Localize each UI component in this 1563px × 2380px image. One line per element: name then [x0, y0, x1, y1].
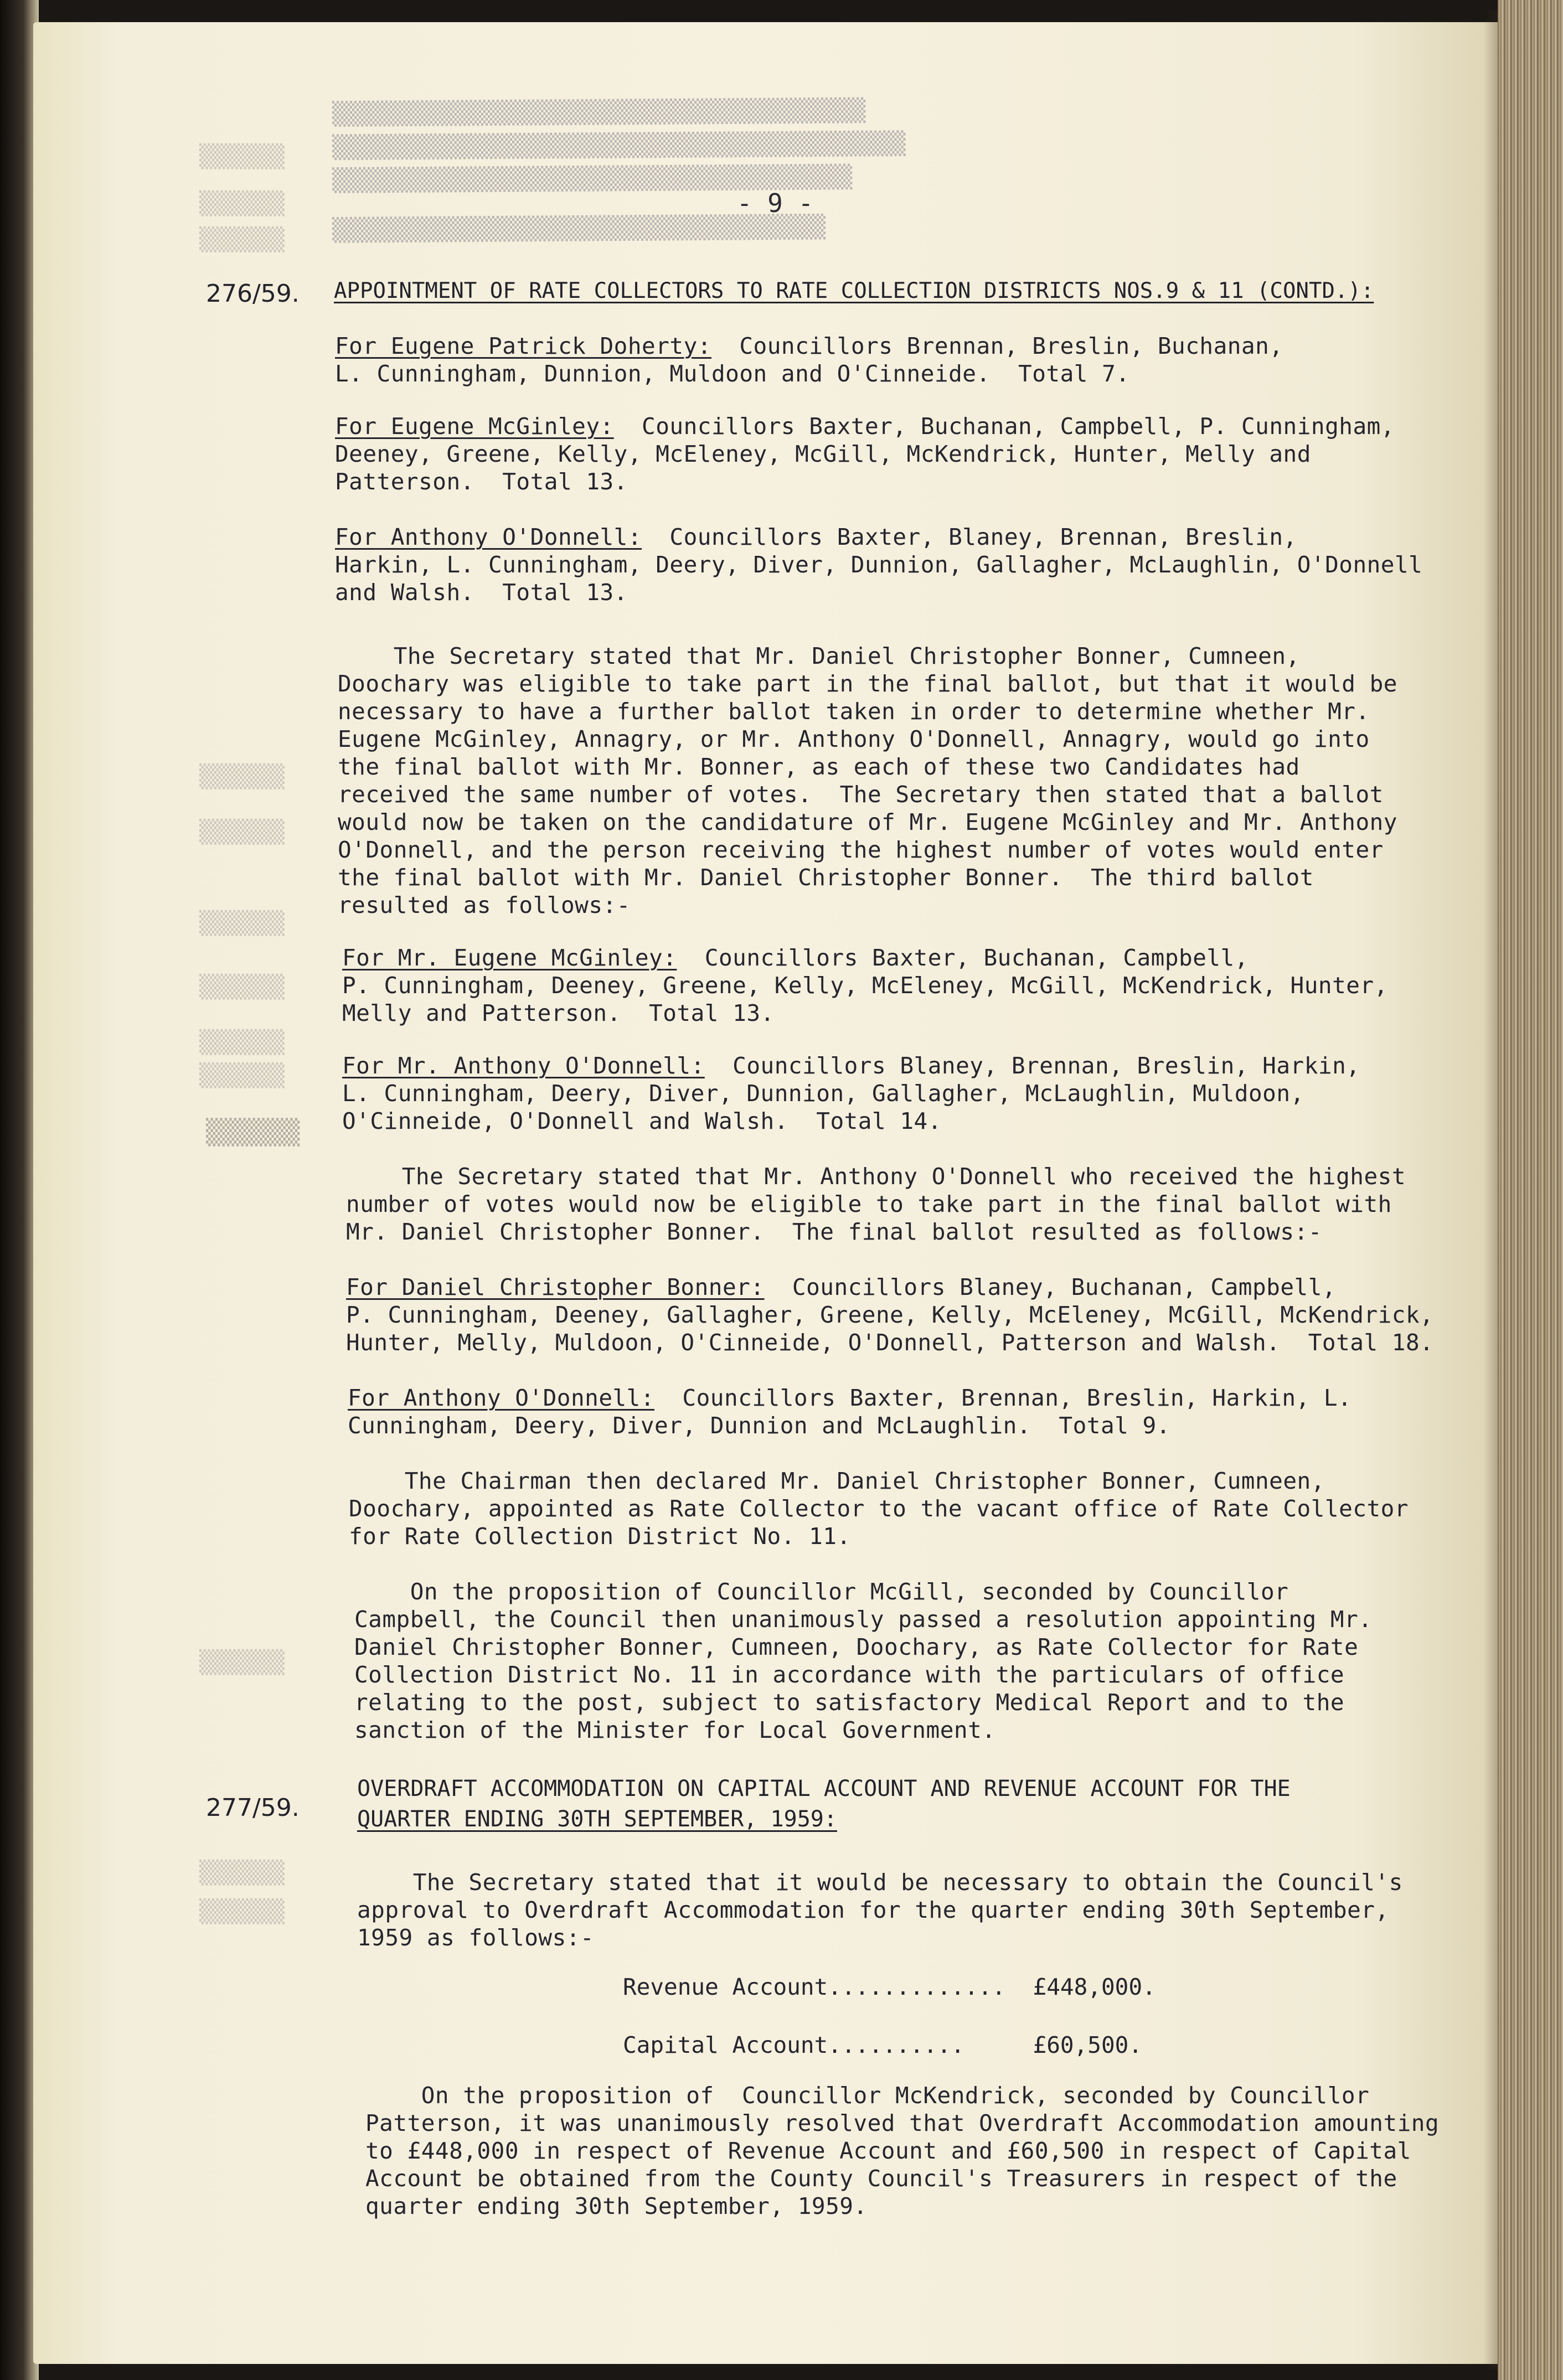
overdraft-statement: The Secretary stated that it would be necessary to obtain the Council's approval to Overdraft Accommodation for the quarter ending 30th September, 1959 as follows:- [357, 1869, 1403, 1951]
bleed-through-ref: ▒▒▒▒▒ [199, 1063, 285, 1088]
overdraft-resolution: On the proposition of Councillor McKendrick, seconded by Councillor Patterson, it was unanimously resolved that Overdraft Accommodation amounting to £448,000 in respect of Revenue Account and £60,500 in respect of Capital Account be obtained from the County Council's Treasurers in respect of the quarter ending 30th September, 1959. [365, 2082, 1440, 2219]
capital-account-label: Capital Account.......... [623, 2032, 965, 2058]
vote-odonnell [335, 523, 1422, 606]
section-heading-277-line1: OVERDRAFT ACCOMMODATION ON CAPITAL ACCOUNT AND REVENUE ACCOUNT FOR THE [357, 1776, 1291, 1801]
vote-label: For Anthony O'Donnell: [348, 1385, 655, 1411]
vote-text: Councillors Blaney, Brennan, Breslin, Harkin, L. Cunningham, Deery, Diver, Dunnion, Gallagher, McLaughlin, Muldoon, O'Cinneide, O'Donnell and Walsh. Total 14. [342, 1052, 1360, 1134]
vote-mcginley [335, 412, 1395, 495]
vote-label: For Eugene McGinley: [335, 413, 614, 440]
bleed-through-ref: ▒▒▒▒▒ [199, 1650, 285, 1675]
bleed-through-ref: ▒▒▒▒▒ [199, 1899, 285, 1924]
capital-account-row [623, 2032, 1142, 2058]
bleed-through-ref: ▒▒▒▒▒ [199, 764, 285, 789]
bleed-through-ref: ▒▒▒▒▒ [199, 191, 285, 216]
vote-text: Councillors Brennan, Breslin, Buchanan, L. Cunningham, Dunnion, Muldoon and O'Cinneide. Total 7. [335, 333, 1283, 387]
vote-mr-mcginley [342, 944, 1388, 1027]
bleed-through-text: ▒▒▒▒▒▒▒▒▒▒▒▒▒▒▒▒▒▒▒▒▒▒▒▒▒▒▒▒▒▒▒▒▒▒▒▒▒▒▒▒▒▒▒ [332, 131, 906, 161]
vote-text: Councillors Baxter, Blaney, Brennan, Breslin, Harkin, L. Cunningham, Deery, Diver, Dunnion, Gallagher, McLaughlin, O'Donnell and Walsh. Total 13. [335, 524, 1423, 606]
vote-label: For Mr. Eugene McGinley: [342, 944, 677, 971]
capital-account-value: £60,500. [1033, 2032, 1143, 2058]
vote-label: For Eugene Patrick Doherty: [335, 333, 711, 359]
bleed-through-ref: ▒▒▒▒▒ [199, 227, 285, 252]
vote-label: For Mr. Anthony O'Donnell: [342, 1052, 705, 1079]
vote-text: Councillors Baxter, Brennan, Breslin, Harkin, L. Cunningham, Deery, Diver, Dunnion and McLaughlin. Total 9. [348, 1385, 1352, 1439]
bleed-through-text: ▒▒▒▒▒▒▒▒▒▒▒▒▒▒▒▒▒▒▒▒▒▒▒▒▒▒▒▒▒▒▒▒▒▒▒▒▒▒▒ [332, 164, 853, 194]
bleed-through-ref: ▒▒▒▒▒ [199, 974, 285, 1000]
chairman-declaration: The Chairman then declared Mr. Daniel Christopher Bonner, Cumneen, Doochary, appointed as Rate Collector to the vacant office of Rate Collector for Rate Collection District No. 11. [349, 1468, 1409, 1550]
stacked-page-edges [1498, 0, 1563, 2380]
page-number: - 9 - [736, 188, 814, 218]
revenue-account-value: £448,000. [1033, 1974, 1156, 2000]
bleed-through-ref: ▒▒▒▒▒ [206, 1118, 300, 1147]
secretary-statement-2: The Secretary stated that Mr. Anthony O'Donnell who received the highest number of votes would now be eligible to take part in the final ballot with Mr. Daniel Christopher Bonner. The final ballot resulted as follows:- [346, 1163, 1406, 1245]
bleed-through-text: ▒▒▒▒▒▒▒▒▒▒▒▒▒▒▒▒▒▒▒▒▒▒▒▒▒▒▒▒▒▒▒▒▒▒▒▒▒ [332, 214, 826, 244]
vote-text: Councillors Baxter, Buchanan, Campbell, P. Cunningham, Deeney, Greene, Kelly, McEleney, McGill, McKendrick, Hunter, Melly and Patterson. Total 13. [342, 944, 1388, 1026]
section-heading-276: APPOINTMENT OF RATE COLLECTORS TO RATE COLLECTION DISTRICTS NOS.9 & 11 (CONTD.): [334, 278, 1374, 303]
bleed-through-ref: ▒▒▒▒▒ [199, 911, 285, 936]
bleed-through-ref: ▒▒▒▒▒ [199, 1030, 285, 1055]
vote-final-odonnell [348, 1384, 1351, 1439]
vote-label: For Anthony O'Donnell: [335, 524, 642, 550]
vote-mr-odonnell [342, 1052, 1360, 1135]
vote-label: For Daniel Christopher Bonner: [346, 1274, 765, 1300]
minute-ref-276: 276/59. [206, 280, 300, 308]
secretary-statement-1: The Secretary stated that Mr. Daniel Christopher Bonner, Cumneen, Doochary was eligible to take part in the final ballot, but that it would be necessary to have a further ballot taken in order to determine whether Mr. Eugene McGinley, Annagry, or Mr. Anthony O'Donnell, Annagry, would go into the final ballot with Mr. Bonner, as each of these two Candidates had received the same number of votes. The Secretary then stated that a ballot would now be taken on the candidature of Mr. Eugene McGinley and Mr. Anthony O'Donnell, and the person receiving the highest number of votes would enter the final ballot with Mr. Daniel Christopher Bonner. The third ballot resulted as follows:- [338, 643, 1397, 918]
vote-text: Councillors Blaney, Buchanan, Campbell, P. Cunningham, Deeney, Gallagher, Greene, Kelly, McEleney, McGill, McKendrick, Hunter, Melly, Muldoon, O'Cinneide, O'Donnell, Patterson and Walsh. Total 18. [346, 1274, 1434, 1356]
vote-bonner [346, 1273, 1433, 1356]
bleed-through-ref: ▒▒▒▒▒ [199, 144, 285, 169]
appointment-resolution: On the proposition of Councillor McGill, seconded by Councillor Campbell, the Council then unanimously passed a resolution appointing Mr. Daniel Christopher Bonner, Cumneen, Doochary, as Rate Collector for Rate Collection District No. 11 in accordance with the particulars of office relating to the post, subject to satisfactory Medical Report and to the sanction of the Minister for Local Government. [354, 1578, 1373, 1743]
minute-ref-277: 277/59. [206, 1794, 300, 1822]
revenue-account-row [623, 1974, 1156, 2000]
revenue-account-label: Revenue Account............. [623, 1974, 1006, 2000]
vote-doherty [335, 332, 1283, 388]
vote-text: Councillors Baxter, Buchanan, Campbell, P. Cunningham, Deeney, Greene, Kelly, McEleney, McGill, McKendrick, Hunter, Melly and Patterson. Total 13. [335, 413, 1395, 495]
bleed-through-ref: ▒▒▒▒▒ [199, 819, 285, 845]
section-heading-277-line2: QUARTER ENDING 30TH SEPTEMBER, 1959: [357, 1806, 837, 1832]
bleed-through-ref: ▒▒▒▒▒ [199, 1860, 285, 1886]
bleed-through-text: ▒▒▒▒▒▒▒▒▒▒▒▒▒▒▒▒▒▒▒▒▒▒▒▒▒▒▒▒▒▒▒▒▒▒▒▒▒▒▒▒ [332, 97, 866, 127]
